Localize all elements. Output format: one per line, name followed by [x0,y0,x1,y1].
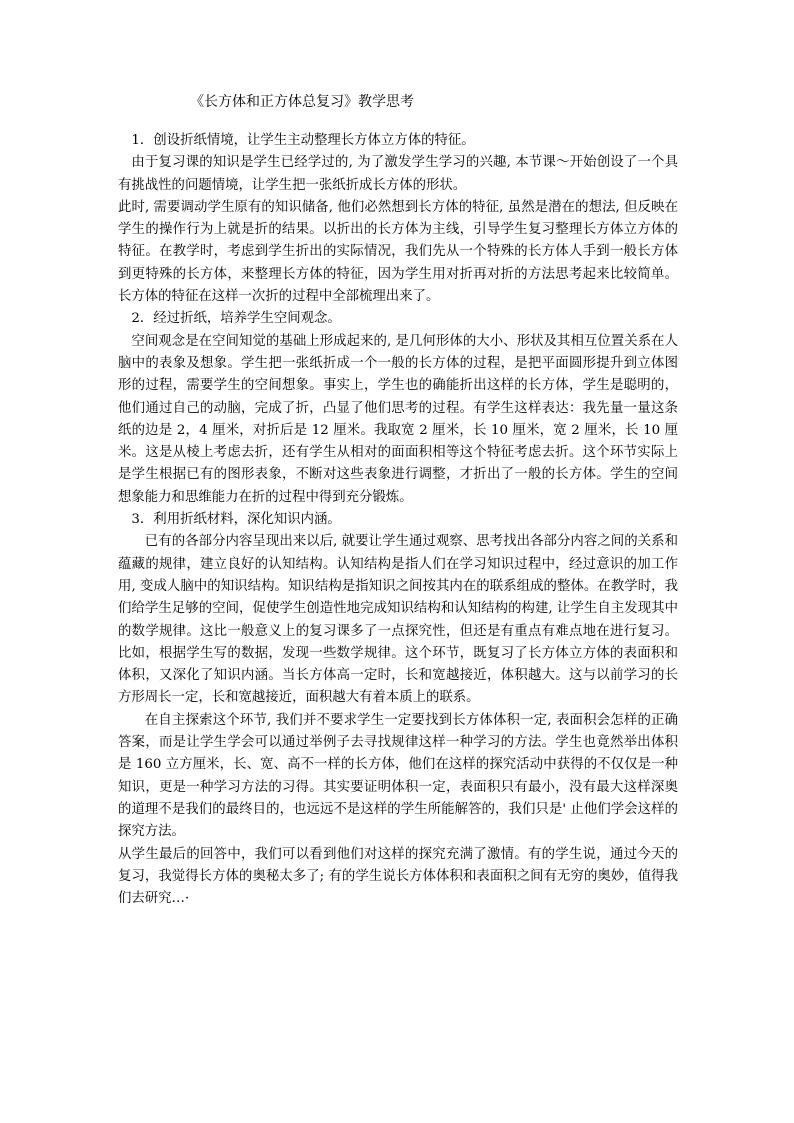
body-paragraph: 由于复习课的知识是学生已经学过的, 为了激发学生学习的兴趣, 本节课～开始创设了一个具有挑战性的问题情境，让学生把一张纸折成长方体的形状。 [118,155,678,193]
body-paragraph: 此时, 需要调动学生原有的知识储备, 他们必然想到长方体的特征, 虽然是潜在的想法, 但反映在学生的操作行为上就是折的结果。以折出的长方体为主线，引导学生复习整理长方体立方体的特征。在教学时，考虑到学生折出的实际情况，我们先从一个特殊的长方体人手到一般长方体到更特殊的长方体，来整理长方体的特征，因为学生用对折再对折的方法思考起来比较简单。长方体的特征在这样一次折的过程中全部梳理出来了。 [118,199,678,305]
body-paragraph: 1．创设折纸情境，让学生主动整理长方体立方体的特征。 [131,133,475,148]
body-paragraph: 2．经过折纸，培养学生空间观念。 [131,311,341,327]
body-paragraph: 已有的各部分内容呈现出来以后, 就要让学生通过观察、思考找出各部分内容之间的关系和蕴藏的规律，建立良好的认知结构。认知结构是指人们在学习知识过程中，经过意识的加工作用, 变成人脑中的知识结构。知识结构是指知识之间按其内在的联系组成的整体。在教学时，我们给学生足够的空间，促使学生创造性地完成知识结构和认知结构的构建, 让学生自主发现其中的数学规律。这比一般意义上的复习课多了一点探究性，但还是有重点有难点地在进行复习。比如，根据学生写的数据，发现一些数学规律。这个环节，既复习了长方体立方体的表面积和体积，又深化了知识内涵。当长方体高一定时，长和宽越接近，体积越大。这与以前学习的长方形周长一定，长和宽越接近，面积越大有着本质上的联系。 [118,534,678,706]
body-paragraph: 在自主探索这个环节, 我们并不要求学生一定要找到长方体体积一定, 表面积会怎样的正确答案，而是让学生学会可以通过举例子去寻找规律这样一种学习的方法。学生也竟然举出体积是 160 立方厘米，长、宽、高不一样的长方体，他们在这样的探究活动中获得的不仅仅是一种知识，更是一种学习方法的习得。其实要证明体积一定，表面积只有最小，没有最大这样深奥的道理不是我们的最终目的，也远远不是这样的学生所能解答的，我们只是' 止他们学会这样的探究方法。 [118,712,678,840]
document-page [118,92,678,910]
document-body [118,130,678,910]
body-paragraph: 3．利用折纸材料，深化知识内涵。 [131,512,341,528]
body-paragraph: 空间观念是在空间知觉的基础上形成起来的, 是几何形体的大小、形状及其相互位置关系在人脑中的表象及想象。学生把一张纸折成一个一般的长方体的过程，是把平面圆形提升到立体图形的过程，需要学生的空间想象。事实上，学生也的确能折出这样的长方体，学生是聪明的，他们通过自己的动脑，完成了折，凸显了他们思考的过程。有学生这样表达：我先量一量这条纸的边是 2，4 厘米，对折后是 12 厘米。我取宽 2 厘米，长 10 厘米，宽 2 厘米，长 10 厘米。这是从棱上考虑去折，还有学生从相对的面面积相等这个特征考虑去折。这个环节实际上是学生根据已有的图形表象，不断对这些表象进行调整，才折出了一般的长方体。学生的空间想象能力和思维能力在折的过程中得到充分锻炼。 [118,333,678,505]
body-paragraph: 从学生最后的回答中，我们可以看到他们对这样的探究充满了激情。有的学生说，通过今天的复习，我觉得长方体的奥秘太多了; 有的学生说长方体体积和表面积之间有无穷的奥妙，值得我们去研究…· [118,846,678,907]
document-title: 《长方体和正方体总复习》教学思考 [190,94,414,110]
